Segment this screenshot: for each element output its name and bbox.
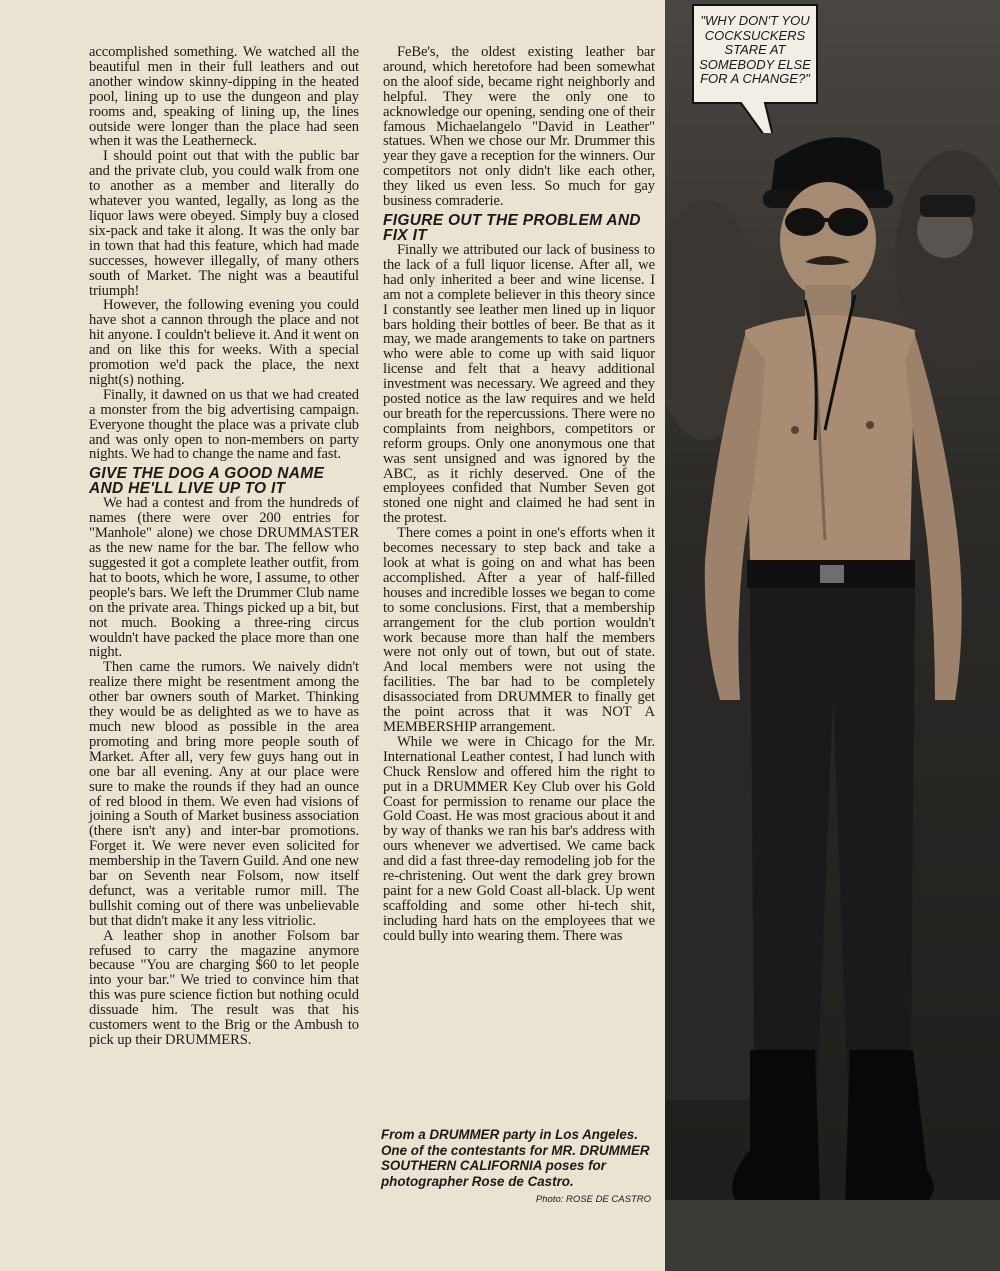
article-column-middle <box>383 45 655 944</box>
section-heading: FIGURE OUT THE PROBLEM AND FIX IT <box>383 211 641 244</box>
paragraph: There comes a point in one's efforts when it becomes necessary to step back and take a look at what is going on and what has been accomplished. After a year of half-filled houses and incredible losses we began to come to some conclusions. First, that a membership arrangement for the club portion wouldn't work because more than half the members were not only out of town, but out of state. And local members were not using the facilities. The bar had to be completely disassociated from DRUMMER to finally get the point across that it was NOT A MEMBERSHIP arrangement. <box>383 525 655 735</box>
paragraph: A leather shop in another Folsom bar refused to carry the magazine anymore because "You are charging $60 to let people into your bar." We tried to convince him that this was pure science fiction but nothing oculd dissuade him. The result was that his customers went to the Brig or the Ambush to pick up their DRUMMERS. <box>89 927 359 1048</box>
paragraph: Then came the rumors. We naively didn't realize there might be resentment among the other bar owners south of Market. Thinking they would be as delighted as we to have as much new blood as possible in the area promoting and bring more people south of Market. After all, very few guys hang out in one bar all evening. Any at our place were sure to make the rounds if they had an ounce of red blood in them. We even had visions of joining a South of Market business association (there isn't any) and inter-bar promotions. Forget it. We were never even solicited for membership in the Tavern Guild. And one new bar on Seventh near Folsom, now itself defunct, was a veritable rumor mill. The bullshit coming out of there was unbelievable but that didn't make it any less vitriolic. <box>89 659 359 929</box>
caption-text: From a DRUMMER party in Los Angeles. One of the contestants for MR. DRUMMER SOUTHERN CALIFORNIA poses for photographer Rose de Castro. <box>381 1127 650 1189</box>
photo-caption <box>381 1127 651 1208</box>
paragraph: However, the following evening you could have shot a cannon through the place and not hit anyone. I couldn't believe it. And it went on and on like this for weeks. With a special promotion we'd pack the place, the next night(s) nothing. <box>89 297 359 388</box>
paragraph: FeBe's, the oldest existing leather bar around, which heretofore had been somewhat on the aloof side, became right neighborly and helpful. They were the only one to acknowledge our opening, sending one of their famous Michaelangelo "David in Leather" statues. When we chose our Mr. Drummer this year they gave a reception for the winners. Our competitors not only didn't like each other, they liked us even less. So much for gay business comraderie. <box>383 44 655 210</box>
article-column-left <box>89 45 359 1048</box>
paragraph: Finally, it dawned on us that we had created a monster from the big advertising campaign. Everyone thought the place was a private club and was only open to non-members on party nights. We had to change the name and fast. <box>89 386 359 463</box>
photograph-icon <box>665 0 1000 1271</box>
photo-credit: Photo: ROSE DE CASTRO <box>535 1194 651 1205</box>
paragraph: We had a contest and from the hundreds of names (there were over 200 entries for "Manhole" alone) we chose DRUMMASTER as the new name for the bar. The fellow who suggested it got a complete leather outfit, from hat to boots, which he wore, I assume, to other people's bars. We left the Drummer Club name on the private area. Things picked up a bit, but not much. Booking a three-ring circus wouldn't have packed the place more than one night. <box>89 495 359 661</box>
speech-bubble-text: "WHY DON'T YOU COCKSUCKERS STARE AT SOMEBODY ELSE FOR A CHANGE?" <box>699 13 811 87</box>
paragraph: I should point out that with the public bar and the private club, you could walk from one to another as a member and literally do whatever you wanted, legally, as long as the liquor laws were obeyed. Simply buy a closed six-pack and take it along. It was the only bar in town that had this feature, which had made successes, however illegally, of many others south of Market. The night was a beautiful triumph! <box>89 148 359 299</box>
section-heading: GIVE THE DOG A GOOD NAME AND HE'LL LIVE UP TO IT <box>89 465 325 498</box>
photo-illustration <box>665 0 1000 1271</box>
paragraph: accomplished something. We watched all the beautiful men in their full leathers and out another window skinny-dipping in the heated pool, lining up to use the dungeon and play rooms and, speaking of lining up, the lines outside were longer than the place had seen when it was the Leatherneck. <box>89 44 359 150</box>
paragraph: Finally we attributed our lack of business to the lack of a full liquor license. After all, we had only inherited a beer and wine license. I am not a complete believer in this theory since I constantly see leather men lined up in liquor bars holding their bottles of beer. Be that as it may, we made arangements to take on partners who were able to come up with said liquor license and felt that a heavy additional investment was necessary. We agreed and they posted notice as the law requires and we held our breath for the repercussions. There were no complaints from neighbors, competitors or reform groups. Only one anonymous one that was sent unsigned and was ignored by the ABC, as it richly deserved. One of the employees confided that Number Seven got stoned one night and claimed he had sent in the protest. <box>383 241 655 527</box>
paragraph: While we were in Chicago for the Mr. International Leather contest, I had lunch with Chuck Renslow and offered him the right to put in a DRUMMER Key Club over his Gold Coast for permission to rename our place the Gold Coast. He was most gracious about it and by way of thanks we ran his bar's address with ours whenever we advertised. We came back and did a fast three-day remodeling job for the re-christening. Out went the dark grey brown paint for a new Gold Coast all-black. Up went scaffolding and some other hi-tech shit, including hard hats on the employees that we could bully into wearing them. There was <box>383 733 655 944</box>
